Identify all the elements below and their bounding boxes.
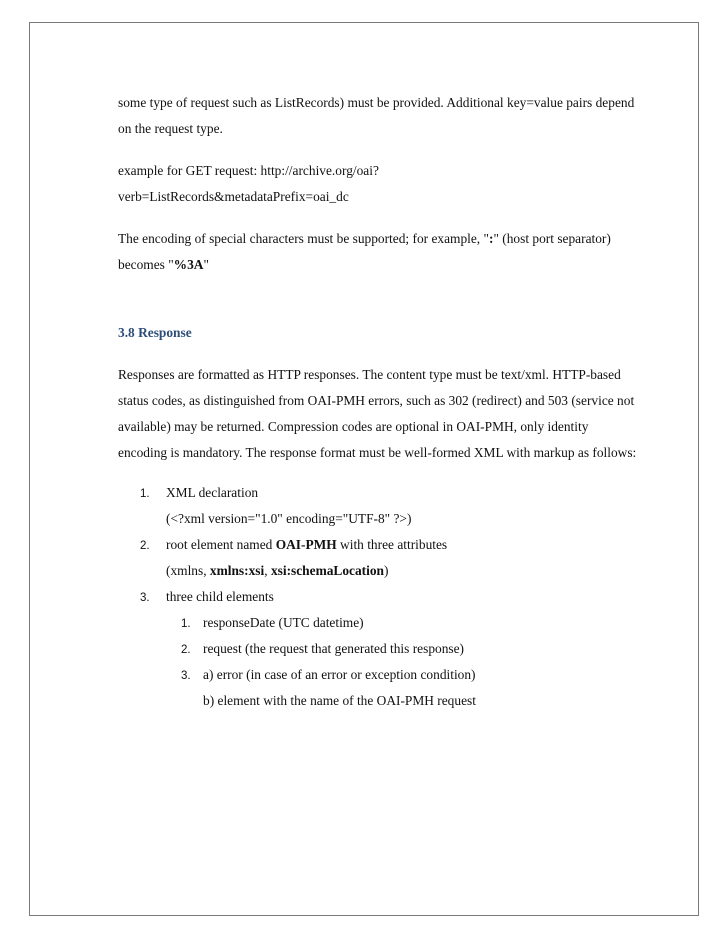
section-heading: 3.8 Response [118, 325, 192, 340]
list-item-sub: (<?xml version="1.0" encoding="UTF-8" ?>) [166, 511, 412, 526]
text: The encoding of special characters must be supported; for example, " [118, 231, 489, 246]
document-page [29, 22, 699, 916]
list-number: 2. [181, 644, 191, 656]
list-number: 1. [140, 488, 150, 500]
text: , [264, 563, 271, 578]
list-item [140, 480, 258, 507]
nested-list-item [181, 662, 476, 689]
nested-list-item [181, 610, 364, 637]
list-text: XML declaration [166, 485, 259, 500]
list-text: three child elements [166, 589, 274, 604]
nested-list-item [181, 636, 464, 663]
list-text: a) error (in case of an error or exception condition) [203, 667, 476, 682]
text: becomes " [118, 257, 174, 272]
list-item [140, 532, 447, 559]
text: with three attributes [336, 537, 448, 552]
paragraph-line [118, 226, 611, 252]
bold-text: : [488, 231, 494, 246]
paragraph-line: verb=ListRecords&metadataPrefix=oai_dc [118, 189, 349, 204]
paragraph-line: encoding is mandatory. The response format must be well-formed XML with markup as follows: [118, 445, 637, 460]
list-number: 3. [140, 592, 150, 604]
bold-text: xsi:schemaLocation [270, 563, 385, 578]
paragraph-line: Responses are formatted as HTTP responses. The content type must be text/xml. HTTP-based [118, 367, 621, 382]
paragraph-line: some type of request such as ListRecords) must be provided. Additional key=value pairs depend [118, 95, 635, 110]
list-text: responseDate (UTC datetime) [203, 615, 364, 630]
bold-text: %3A [173, 257, 204, 272]
list-item [140, 584, 274, 611]
paragraph-line [118, 252, 209, 278]
list-number: 1. [181, 618, 191, 630]
text: " (host port separator) [493, 231, 611, 246]
text: ) [384, 563, 389, 578]
paragraph-line: on the request type. [118, 121, 223, 136]
paragraph-line: available) may be returned. Compression codes are optional in OAI-PMH, only identity [118, 419, 589, 434]
list-item-sub [166, 558, 388, 584]
text: (xmlns, [166, 563, 210, 578]
nested-list-item-sub: b) element with the name of the OAI-PMH request [203, 693, 476, 708]
text: root element named [166, 537, 276, 552]
text: " [203, 257, 209, 272]
list-number: 2. [140, 540, 150, 552]
bold-text: OAI-PMH [275, 537, 337, 552]
bold-text: xmlns:xsi [209, 563, 265, 578]
paragraph-line: example for GET request: http://archive.org/oai? [118, 163, 379, 178]
list-number: 3. [181, 670, 191, 682]
paragraph-line: status codes, as distinguished from OAI-PMH errors, such as 302 (redirect) and 503 (service not [118, 393, 635, 408]
list-text: request (the request that generated this response) [203, 641, 465, 656]
